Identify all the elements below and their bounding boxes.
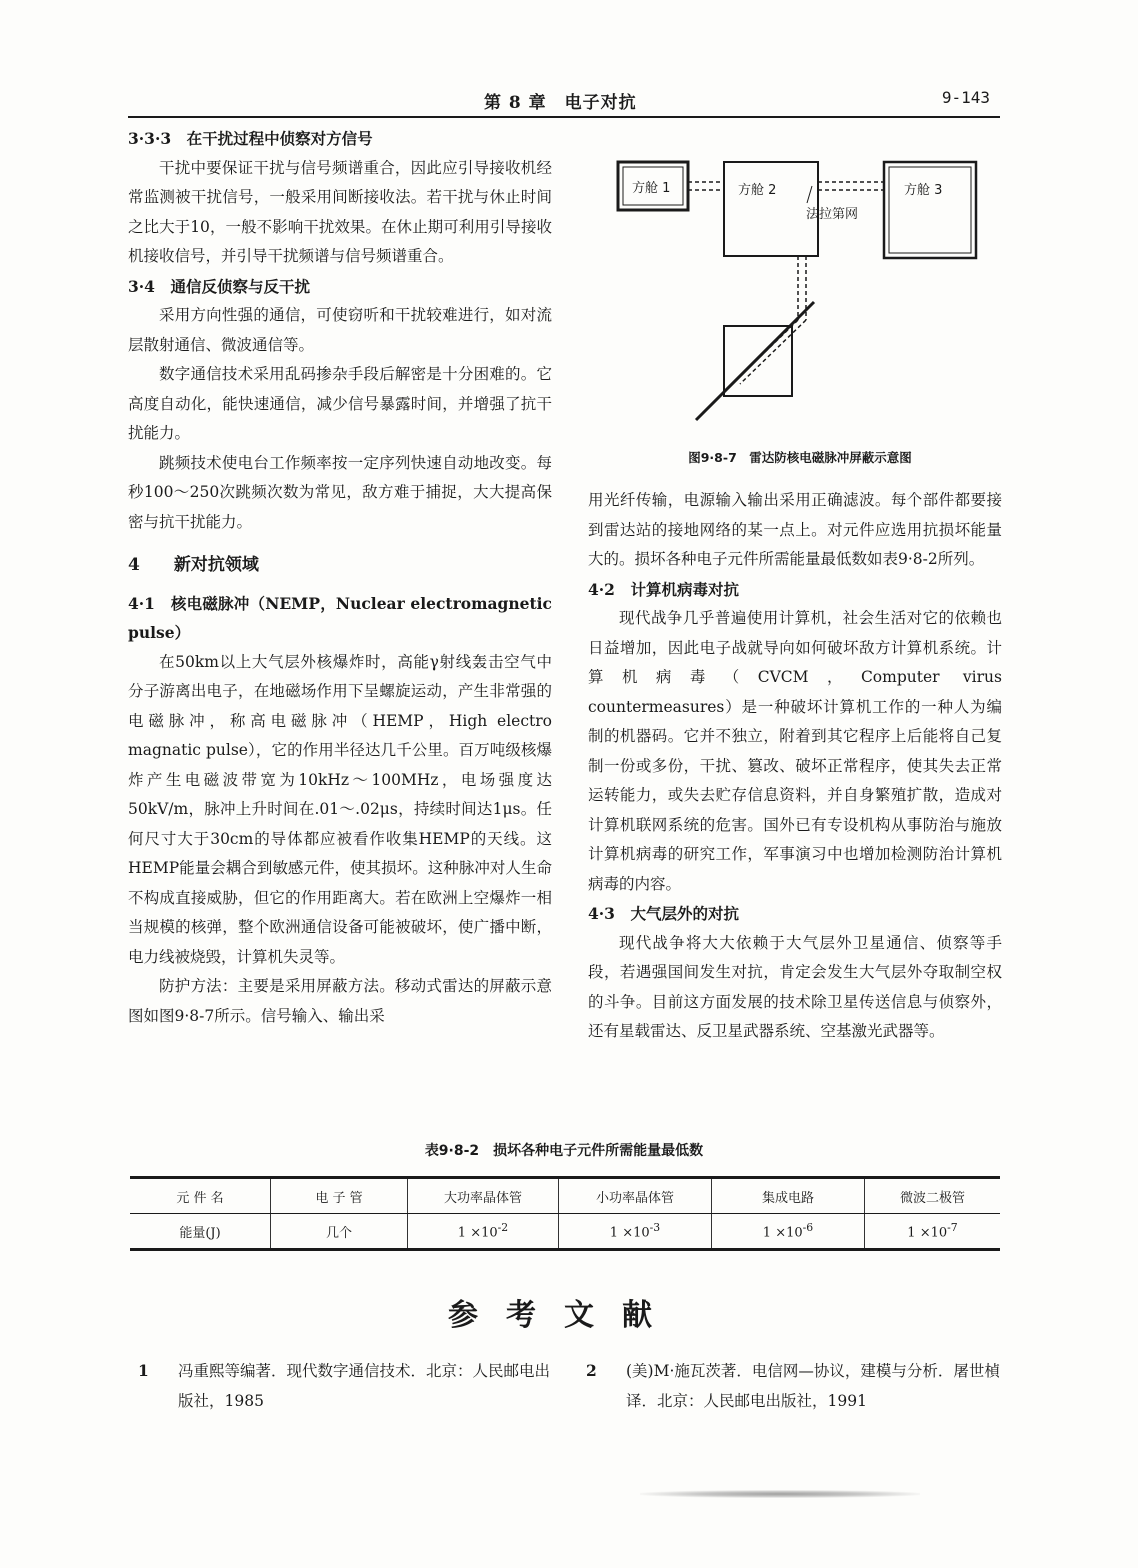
table-header-cell: 大功率晶体管 [408,1178,559,1214]
cabin-2-label: 方舱 2 [738,183,777,198]
antenna-line [696,302,814,420]
table-header-cell: 小功率晶体管 [559,1178,712,1214]
faraday-net-label: 法拉第网 [806,207,859,222]
reference-number: 2 [586,1361,597,1380]
table-cell: $1 \times 10^{-7}$ [865,1214,1001,1250]
page-number: 9-143 [941,88,990,107]
reference-text: (美)M·施瓦茨著．电信网—协议，建模与分析．屠世楨译．北京：人民邮电出版社，1991 [626,1362,1000,1410]
table-header-row [130,1178,1000,1214]
reference-text: 冯重熙等编著．现代数字通信技术．北京：人民邮电出版社，1985 [178,1362,551,1410]
table-cell: 能量(J) [130,1214,271,1250]
cabin-1-label: 方舱 1 [632,181,671,196]
paragraph: 跳频技术使电台工作频率按一定序列快速自动地改变。每秒100～250次跳频次数为常见，敌方难于捕捉，大大提高保密与抗干扰能力。 [128,453,552,531]
table-header-cell: 电 子 管 [271,1178,408,1214]
paragraph: 在50km以上大气层外核爆炸时，高能γ射线轰击空气中分子游离出电子，在地磁场作用下呈螺旋运动，产生非常强的电磁脉冲，称高电磁脉冲（HEMP，High electro magnatic pulse），它的作用半径达几千公里。百万吨级核爆炸产生电磁波带宽为10kHz～100MHz，电场强度达50kV/m，脉冲上升时间在.01～.02μs，持续时间达1μs。任何尺寸大于30cm的导体都应被看作收集HEMP的天线。这HEMP能量会耦合到敏感元件，使其损坏。这种脉冲对人生命不构成直接威胁，但它的作用距离大。若在欧洲上空爆炸一相当规模的核弹，整个欧洲通信设备可能被破坏，使广播中断，电力线被烧毁，计算机失灵等。 [128,652,552,966]
paragraph: 采用方向性强的通信，可使窃听和干扰较难进行，如对流层散射通信、微波通信等。 [128,306,552,354]
table-header-cell: 集成电路 [712,1178,865,1214]
section-4-heading: 4 新对抗领域 [128,555,259,575]
paragraph: 现代战争将大大依赖于大气层外卫星通信、侦察等手段，若遇强国间发生对抗，肯定会发生大气层外夺取制空权的斗争。目前这方面发展的技术除卫星传送信息与侦察外，还有星载雷达、反卫星武器系统、空基激光武器等。 [588,933,1002,1040]
reference-item [138,1356,558,1416]
cabin-3-label: 方舱 3 [904,183,943,198]
section-3-4-heading: 3·4 通信反侦察与反干扰 [128,276,310,296]
table-caption: 表9·8-2 损坏各种电子元件所需能量最低数 [424,1143,704,1159]
energy-table [130,1176,1000,1251]
shielding-diagram [600,148,1000,438]
table-cell: $1 \times 10^{-2}$ [408,1214,559,1250]
chapter-title: 第 8 章 电子对抗 [484,93,637,113]
section-3-3-3-heading: 3·3·3 在干扰过程中侦察对方信号 [128,129,373,148]
table-cell: $1 \times 10^{-6}$ [712,1214,865,1250]
paragraph: 防护方法：主要是采用屏蔽方法。移动式雷达的屏蔽示意图如图9·8-7所示。信号输入、输出采 [128,977,552,1025]
paragraph: 干扰中要保证干扰与信号频谱重合，因此应引导接收机经常监测被干扰信号，一般采用间断接收法。若干扰与休止时间之比大于10，一般不影响干扰效果。在休止期可利用引导接收机接收信号，并引导干扰频谱与信号频谱重合。 [128,158,552,265]
table-header-cell: 微波二极管 [865,1178,1001,1214]
paragraph: 现代战争几乎普遍使用计算机，社会生活对它的依赖也日益增加，因此电子战就导向如何破坏敌方计算机系统。计算机病毒（CVCM，Computer virus countermeasures）是一种破坏计算机工作的一种人为编制的机器码。它并不独立，附着到其它程序上后能将自己复制一份或多份，干扰、篡改、破坏正常程序，使其失去正常运转能力，或失去贮存信息资料，并自身繁殖扩散，造成对计算机联网系统的危害。国外已有专设机构从事防治与施放计算机病毒的研究工作，军事演习中也增加检测防治计算机病毒的内容。 [588,609,1002,893]
reference-item [586,1356,1006,1416]
references-title: 参考文献 [448,1298,680,1333]
scan-smudge [640,1490,920,1498]
cabin-3-box [884,162,976,258]
section-4-2-heading: 4·2 计算机病毒对抗 [588,579,739,599]
table-row [130,1214,1000,1250]
reference-number: 1 [138,1361,149,1380]
cabin-2-box [724,162,818,256]
figure-caption: 图9·8-7 雷达防核电磁脉冲屏蔽示意图 [688,450,912,465]
left-column [128,124,552,1031]
right-column [588,486,1002,1047]
running-header [128,86,1000,118]
section-4-3-heading: 4·3 大气层外的对抗 [588,904,739,923]
table-header-cell: 元 件 名 [130,1178,271,1214]
table-cell: 几个 [271,1214,408,1250]
paragraph: 用光纤传输，电源输入输出采用正确滤波。每个部件都要接到雷达站的接地网络的某一点上。对元件应选用抗损坏能量大的。损坏各种电子元件所需能量最低数如表9·8-2所列。 [588,491,1002,568]
section-4-1-heading: 4·1 核电磁脉冲（NEMP，Nuclear electromagnetic pulse） [128,593,552,642]
table-cell: $1 \times 10^{-3}$ [559,1214,712,1250]
paragraph: 数字通信技术采用乱码掺杂手段后解密是十分困难的。它高度自动化，能快速通信，减少信号暴露时间，并增强了抗干扰能力。 [128,365,552,442]
